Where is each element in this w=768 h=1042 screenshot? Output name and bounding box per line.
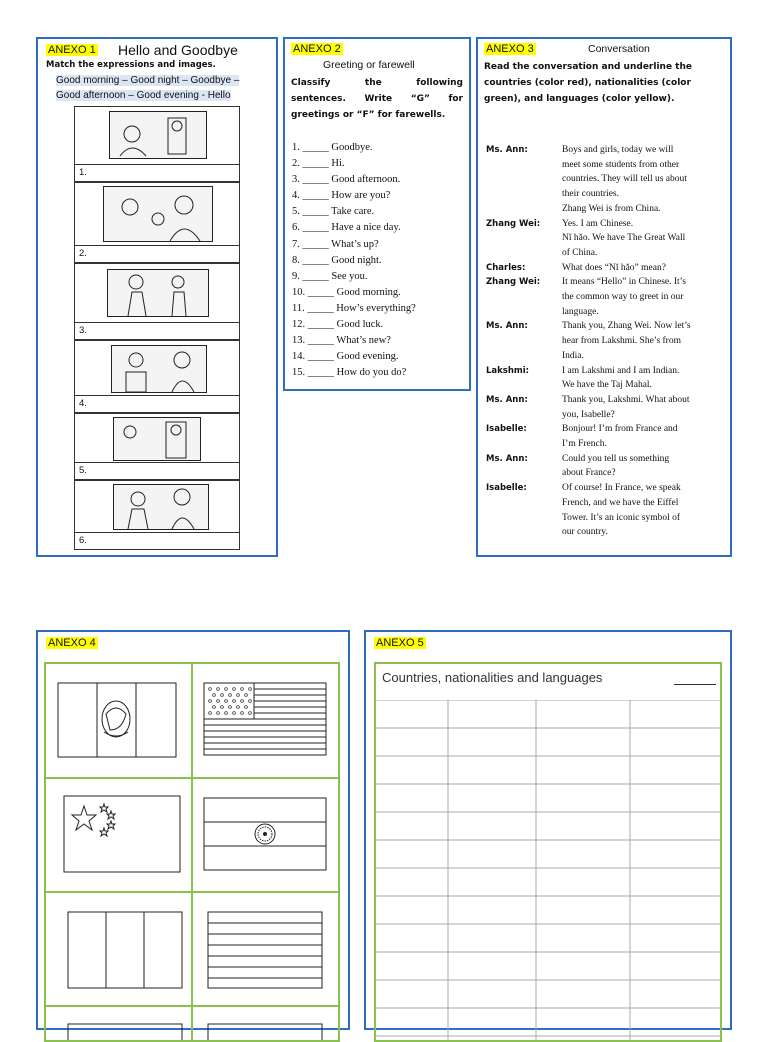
dialogue-line: of China.: [562, 247, 598, 258]
list-item[interactable]: 2. _____ Hi.: [292, 158, 345, 170]
dialogue-turn: [486, 217, 724, 261]
dialogue-line: meet some students from other: [562, 159, 680, 170]
mexico-flag-icon: [58, 683, 176, 757]
picture-cell-3: [74, 263, 240, 323]
list-item[interactable]: 13. _____ What’s new?: [292, 335, 391, 347]
sketch-waving-image: [107, 269, 209, 317]
list-item[interactable]: 7. _____ What’s up?: [292, 238, 379, 250]
title-blank-line: [674, 684, 716, 685]
instruction-line: countries (color red), nationalities (color: [484, 78, 691, 88]
picture-cell-2: [74, 182, 240, 246]
flag-grid-drawing: [46, 664, 338, 1040]
sketch-evening-image: [111, 345, 207, 393]
countries-table: [374, 662, 722, 1042]
table-grid[interactable]: [376, 700, 720, 1040]
list-item[interactable]: 5. _____ Take care.: [292, 206, 375, 218]
speaker-text: [562, 364, 679, 393]
india-flag-icon: [204, 798, 326, 870]
sketch-morning-image: [103, 186, 213, 242]
dialogue-line: Of course! In France, we speak: [562, 483, 681, 494]
dialogue-line: We have the Taj Mahal.: [562, 380, 652, 391]
dialogue-turn: [486, 393, 724, 422]
picture-cell-1: [74, 106, 240, 165]
anexo1-panel: [36, 37, 278, 557]
dialogue-line: countries. They will tell us about: [562, 174, 687, 185]
list-item[interactable]: 11. _____ How’s everything?: [292, 302, 416, 314]
instruction-line: green), and languages (color yellow).: [484, 94, 675, 104]
dialogue-turn: [486, 422, 724, 451]
dialogue-line: language.: [562, 306, 599, 317]
expressions-line-1: Good morning – Good night – Goodbye –: [56, 75, 240, 86]
speaker-text: [562, 217, 685, 261]
dialogue-line: French, and we have the Eiffel: [562, 497, 679, 508]
dialogue-line: the common way to greet in our: [562, 292, 684, 303]
expressions-line-2: Good afternoon – Good evening - Hello: [56, 90, 231, 101]
instruction-line: sentences. Write “G” for: [291, 94, 463, 104]
usa-flag-icon: [204, 683, 326, 755]
speaker-text: [562, 481, 681, 540]
answer-cell-3[interactable]: 3.: [74, 323, 240, 340]
dialogue: [486, 143, 724, 540]
striped-flag-icon: [208, 912, 322, 988]
speaker-text: [562, 452, 669, 481]
dialogue-line: It means “Hello” in Chinese. It’s: [562, 277, 686, 288]
dialogue-line: you, Isabelle?: [562, 409, 615, 420]
speaker-text: [562, 143, 687, 217]
list-item[interactable]: 4. _____ How are you?: [292, 190, 391, 202]
dialogue-turn: [486, 481, 724, 540]
speaker-name: Ms. Ann:: [486, 453, 528, 464]
dialogue-turn: [486, 452, 724, 481]
dialogue-line: Yes. I am Chinese.: [562, 218, 634, 229]
speaker-text: [562, 319, 691, 363]
dialogue-turn: [486, 143, 724, 217]
dialogue-line: Could you tell us something: [562, 453, 670, 464]
dialogue-line: Nǐ hǎo. We have The Great Wall: [562, 233, 686, 244]
dialogue-line: Zhang Wei is from China.: [562, 203, 661, 214]
list-item[interactable]: 10. _____ Good morning.: [292, 286, 401, 298]
anexo3-panel: [476, 37, 732, 557]
anexo2-tag: ANEXO 2: [293, 43, 341, 55]
answer-cell-2[interactable]: 2.: [74, 246, 240, 263]
list-item[interactable]: 6. _____ Have a nice day.: [292, 222, 401, 234]
dialogue-line: our country.: [562, 527, 608, 538]
list-item[interactable]: 3. _____ Good afternoon.: [292, 174, 401, 186]
picture-cell-6: [74, 480, 240, 533]
speaker-text: [562, 422, 678, 451]
speaker-name: Isabelle:: [486, 424, 527, 435]
speaker-name: Isabelle:: [486, 483, 527, 494]
anexo2-instruction: [291, 75, 463, 123]
speaker-name: Ms. Ann:: [486, 321, 528, 332]
sketch-doorway-image: [113, 417, 201, 461]
instruction-line: Classify the following: [291, 78, 463, 88]
anexo2-subtitle: Greeting or farewell: [323, 59, 415, 71]
speaker-name: Zhang Wei:: [486, 277, 541, 288]
dialogue-line: about France?: [562, 468, 616, 479]
china-flag-icon: [64, 796, 180, 872]
anexo5-tag: ANEXO 5: [376, 637, 424, 649]
instruction-line: Read the conversation and underline the: [484, 62, 692, 72]
dialogue-turn: [486, 261, 724, 276]
anexo4-panel: [36, 630, 350, 1030]
dialogue-line: Boys and girls, today we will: [562, 145, 674, 155]
dialogue-turn: [486, 364, 724, 393]
anexo4-tag: ANEXO 4: [48, 637, 96, 649]
speaker-name: Charles:: [486, 262, 526, 273]
dialogue-line: What does “Nǐ hǎo” mean?: [562, 262, 666, 273]
dialogue-line: Thank you, Zhang Wei. Now let’s: [562, 321, 691, 332]
answer-cell-6[interactable]: 6.: [74, 533, 240, 550]
flag-grid: [44, 662, 340, 1042]
speaker-name: Ms. Ann:: [486, 145, 528, 155]
anexo3-tag: ANEXO 3: [486, 43, 534, 55]
dialogue-turn: [486, 275, 724, 319]
dialogue-line: hear from Lakshmi. She’s from: [562, 336, 681, 347]
anexo1-tag: ANEXO 1: [48, 44, 96, 56]
list-item[interactable]: 14. _____ Good evening.: [292, 351, 399, 363]
classify-list: [292, 140, 416, 381]
speaker-name: Zhang Wei:: [486, 218, 541, 229]
france-flag-icon: [68, 912, 182, 988]
dialogue-turn: [486, 319, 724, 363]
list-item[interactable]: 9. _____ See you.: [292, 270, 368, 282]
anexo5-panel: [364, 630, 732, 1030]
dialogue-line: India.: [562, 350, 584, 361]
dialogue-line: Bonjour! I’m from France and: [562, 424, 678, 435]
dialogue-line: their countries.: [562, 189, 619, 200]
anexo2-panel: [283, 37, 471, 391]
dialogue-line: I’m French.: [562, 439, 607, 450]
answer-cell-5[interactable]: 5.: [74, 463, 240, 480]
table-title: Countries, nationalities and languages: [382, 670, 603, 685]
picture-cell-5: [74, 413, 240, 463]
speaker-text: [562, 275, 686, 319]
list-item[interactable]: 8. _____ Good night.: [292, 254, 382, 266]
picture-cell-4: [74, 340, 240, 396]
speaker-name: Ms. Ann:: [486, 394, 528, 405]
answer-cell-1[interactable]: 1.: [74, 165, 240, 182]
dialogue-line: I am Lakshmi and I am Indian.: [562, 365, 680, 376]
list-item[interactable]: 12. _____ Good luck.: [292, 319, 384, 331]
anexo3-instruction: [484, 59, 692, 107]
speaker-text: [562, 393, 690, 422]
list-item[interactable]: 15. _____ How do you do?: [292, 367, 407, 379]
answer-cell-4[interactable]: 4.: [74, 396, 240, 413]
speaker-text: [562, 261, 666, 276]
anexo1-title: Hello and Goodbye: [118, 42, 238, 58]
sketch-bedroom-image: [109, 111, 207, 159]
anexo1-instruction: Match the expressions and images.: [46, 60, 216, 70]
instruction-line: greetings or “F” for farewells.: [291, 110, 446, 120]
list-item[interactable]: 1. _____ Goodbye.: [292, 142, 373, 153]
anexo3-subtitle: Conversation: [588, 43, 650, 55]
dialogue-line: Thank you, Lakshmi. What about: [562, 394, 690, 405]
sketch-goodbye-image: [113, 484, 209, 530]
dialogue-line: Tower. It’s an iconic symbol of: [562, 512, 681, 523]
speaker-name: Lakshmi:: [486, 365, 530, 376]
